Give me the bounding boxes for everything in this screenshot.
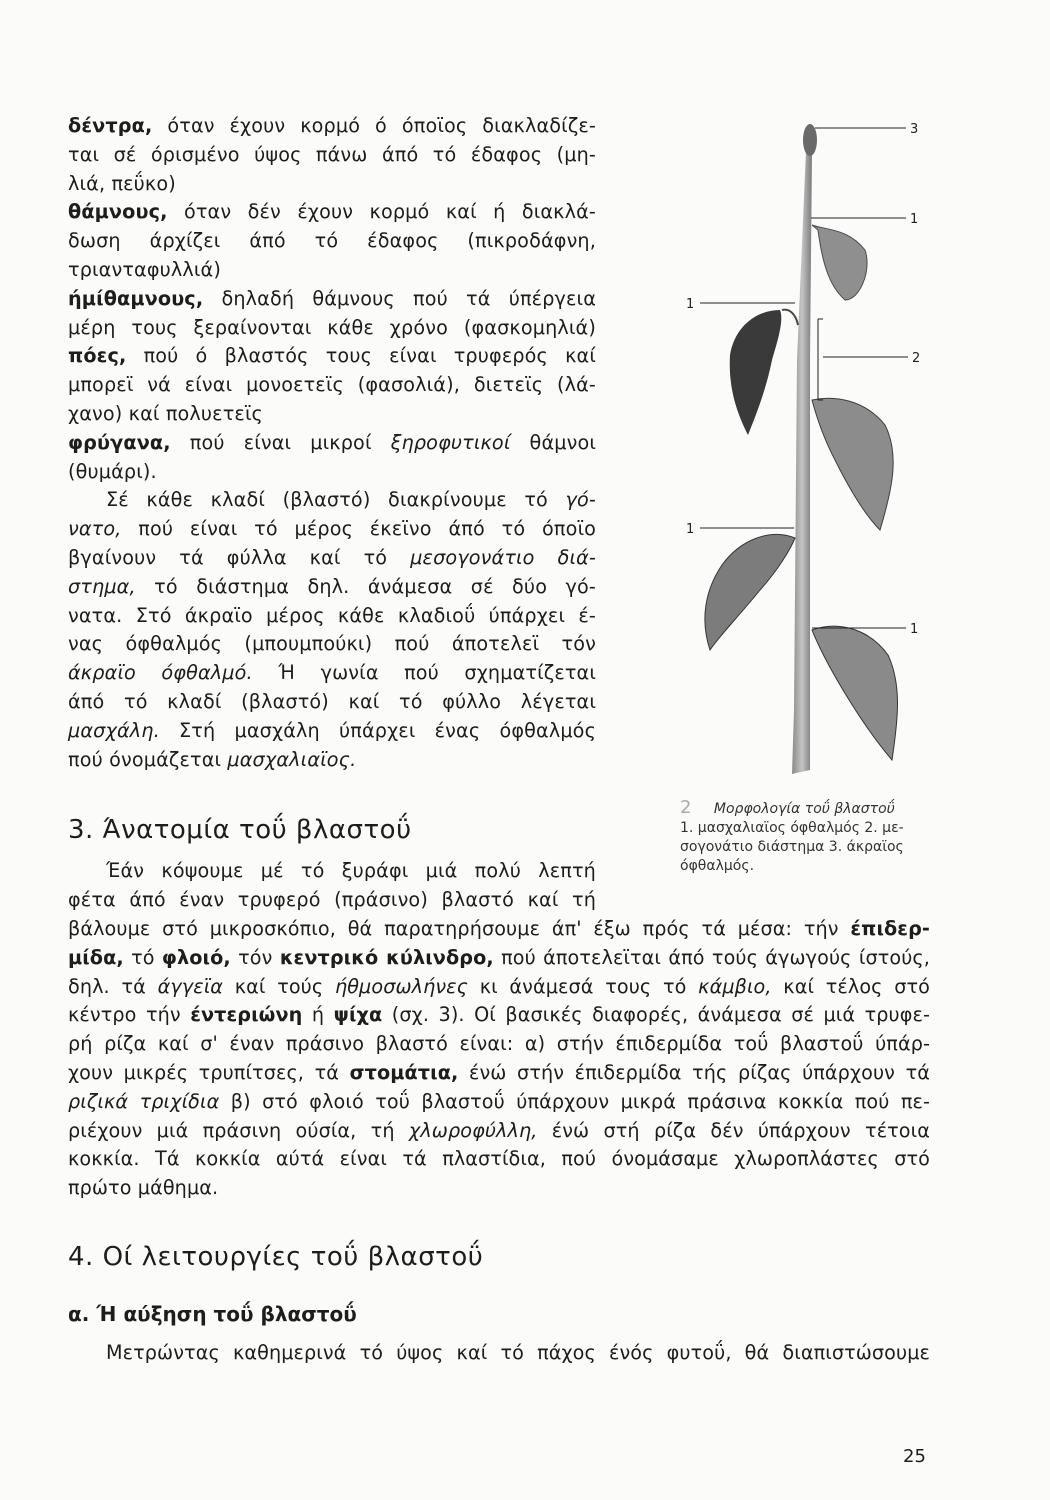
text-line: δηλ. τά άγγεϊα καί τούς ήθμοσωλήνες κι άνάμεσά τους τό κάμβιο, καί τέλος στό — [68, 974, 930, 998]
term-trees: δέντρα, — [68, 114, 153, 137]
term-shrubs: θάμνους, — [68, 200, 168, 224]
caption-title: Μορφολογία τοΰ βλαστοΰ — [713, 801, 895, 817]
text-line: ρή ρίζα καί σ' έναν πράσινο βλαστό είναι: α) στήν έπιδερμίδα τοΰ βλαστοΰ ύπάρ- — [68, 1032, 930, 1056]
text-line: λιά, πεΰκο) — [68, 171, 176, 195]
label-1: 1 — [686, 522, 695, 537]
section-3-full-width — [68, 915, 930, 1203]
label-3: 3 — [910, 122, 919, 137]
text-line: στημα, τό διάστημα δηλ. άνάμεσα σέ δύο γό- — [68, 574, 596, 598]
text-line: ριέχουν μιά πράσινη ούσία, τή χλωροφύλλη, ένώ στή ρίζα δέν ύπάρχουν τέτοια — [68, 1118, 930, 1142]
caption-number: 2 — [680, 797, 692, 818]
subsection-a-heading: α. Ή αύξηση τοΰ βλαστοΰ — [68, 1302, 357, 1326]
text-line: Μετρώντας καθημερινά τό ύψος καί τό πάχος ένός φυτοΰ, θά διαπιστώσουμε — [106, 1341, 930, 1364]
text-line: κοκκία. Τά κοκκία αύτά είναι τά πλαστίδια, πού όνομάσαμε χλωροπλάστες στό — [68, 1147, 930, 1171]
term-phrygana: φρύγανα, — [68, 430, 171, 454]
text-line: Σέ κάθε κλαδί (βλαστό) διακρίνουμε τό γό- — [106, 488, 596, 512]
leaf — [705, 534, 795, 650]
text-line: ται σέ όρισμένο ύψος πάνω άπό τό έδαφος (μη- — [68, 142, 596, 166]
text-line: βάλουμε στό μικροσκόπιο, θά παρατηρήσουμε άπ' έξω πρός τά μέσα: τήν έπιδερ- — [68, 917, 930, 940]
text-line: φέτα άπό έναν τρυφερό (πράσινο) βλαστό καί τή — [68, 887, 596, 911]
text-line: πρώτο μάθημα. — [68, 1176, 219, 1200]
text-line: ήμίθαμνους, δηλαδή θάμνους πού τά ύπέργεια — [68, 286, 596, 310]
term-subshrubs: ήμίθαμνους, — [68, 286, 204, 310]
text-line: χουν μικρές τρυπίτσες, τά στομάτια, ένώ στήν έπιδερμίδα τής ρίζας ύπάρχουν τά — [68, 1060, 930, 1084]
label-1: 1 — [910, 212, 919, 227]
text-line: μίδα, τό φλοιό, τόν κεντρικό κύλινδρο, πού άποτελεϊται άπό τούς άγωγούς ίστούς, — [68, 945, 930, 969]
caption-text: 1. μασχαλιαϊος όφθαλμός 2. με-σογονάτιο διάστημα 3. άκραϊος όφθαλμός. — [680, 820, 904, 874]
leaf — [812, 626, 898, 760]
text-line: δέντρα, όταν έχουν κορμό ό όποϊος διακλαδίζε- — [68, 114, 596, 137]
text-line: πόες, πού ό βλαστός τους είναι τρυφερός καί — [68, 344, 596, 368]
intro-column — [68, 112, 596, 774]
text-line: άπό τό κλαδί (βλαστό) καί τό φύλλο λέγεται — [68, 689, 596, 713]
text-line: κέντρο τήν έντεριώνη ή ψίχα (σχ. 3). Οί βασικές διαφορές, άνάμεσα σέ μιά τρυφε- — [68, 1003, 930, 1027]
text-line: βγαίνουν τά φύλλα καί τό μεσογονάτιο διά- — [68, 545, 597, 569]
section-4-text — [68, 1339, 930, 1368]
text-line: (θυμάρι). — [68, 459, 157, 483]
text-line: φρύγανα, πού είναι μικροί ξηροφυτικοί θάμνοι — [68, 430, 596, 454]
text-line: νατα. Στό άκραϊο μέρος κάθε κλαδιοΰ ύπάρχει έ- — [68, 603, 596, 627]
stem-figure — [660, 110, 960, 800]
label-1: 1 — [910, 622, 919, 637]
text-line: νας όφθαλμός (μπουμπούκι) πού άποτελεϊ τόν — [68, 632, 596, 656]
section-4-heading: 4. Οί λειτουργίες τοΰ βλαστοΰ — [68, 1242, 484, 1272]
text-line: δωση άρχίζει άπό τό έδαφος (πικροδάφνη, — [68, 229, 596, 253]
leaf — [730, 310, 782, 435]
text-line: μέρη τους ξεραίνονται κάθε χρόνο (φασκομηλιά) — [68, 315, 596, 339]
terminal-bud — [803, 124, 817, 156]
text-line: τριανταφυλλιά) — [68, 257, 221, 281]
text-line: χανο) καί πολυετεϊς — [68, 401, 263, 425]
text-line: πού όνομάζεται μασχαλιαϊος. — [68, 747, 357, 771]
stem — [792, 150, 812, 774]
leaf-petiole — [782, 310, 798, 325]
text-line: μπορεϊ νά είναι μονοετεϊς (φασολιά), διετεϊς (λά- — [68, 373, 596, 397]
leaf — [812, 225, 867, 300]
section-3-column — [68, 857, 596, 915]
term-herbs: πόες, — [68, 344, 127, 368]
label-2: 2 — [912, 351, 921, 366]
leaf — [812, 398, 893, 530]
text-line: μασχάλη. Στή μασχάλη ύπάρχει ένας όφθαλμός — [68, 718, 596, 742]
text-line: ριζικά τριχίδια β) στό φλοιό τοΰ βλαστοΰ ύπάρχουν μικρά πράσινα κοκκία πού πε- — [68, 1089, 931, 1113]
section-3-heading: 3. Άνατομία τοΰ βλαστοΰ — [68, 815, 412, 845]
text-line: άκραϊο όφθαλμό. Ή γωνία πού σχηματίζεται — [68, 661, 596, 685]
text-line: νατο, πού είναι τό μέρος έκεϊνο άπό τό όποϊο — [68, 517, 596, 541]
text-line: Έάν κόψουμε μέ τό ξυράφι μιά πολύ λεπτή — [106, 859, 596, 882]
label-1: 1 — [686, 297, 695, 312]
figure-caption — [680, 798, 940, 876]
page-number: 25 — [903, 1446, 926, 1467]
text-line: θάμνους, όταν δέν έχουν κορμό καί ή διακλά- — [68, 200, 596, 224]
